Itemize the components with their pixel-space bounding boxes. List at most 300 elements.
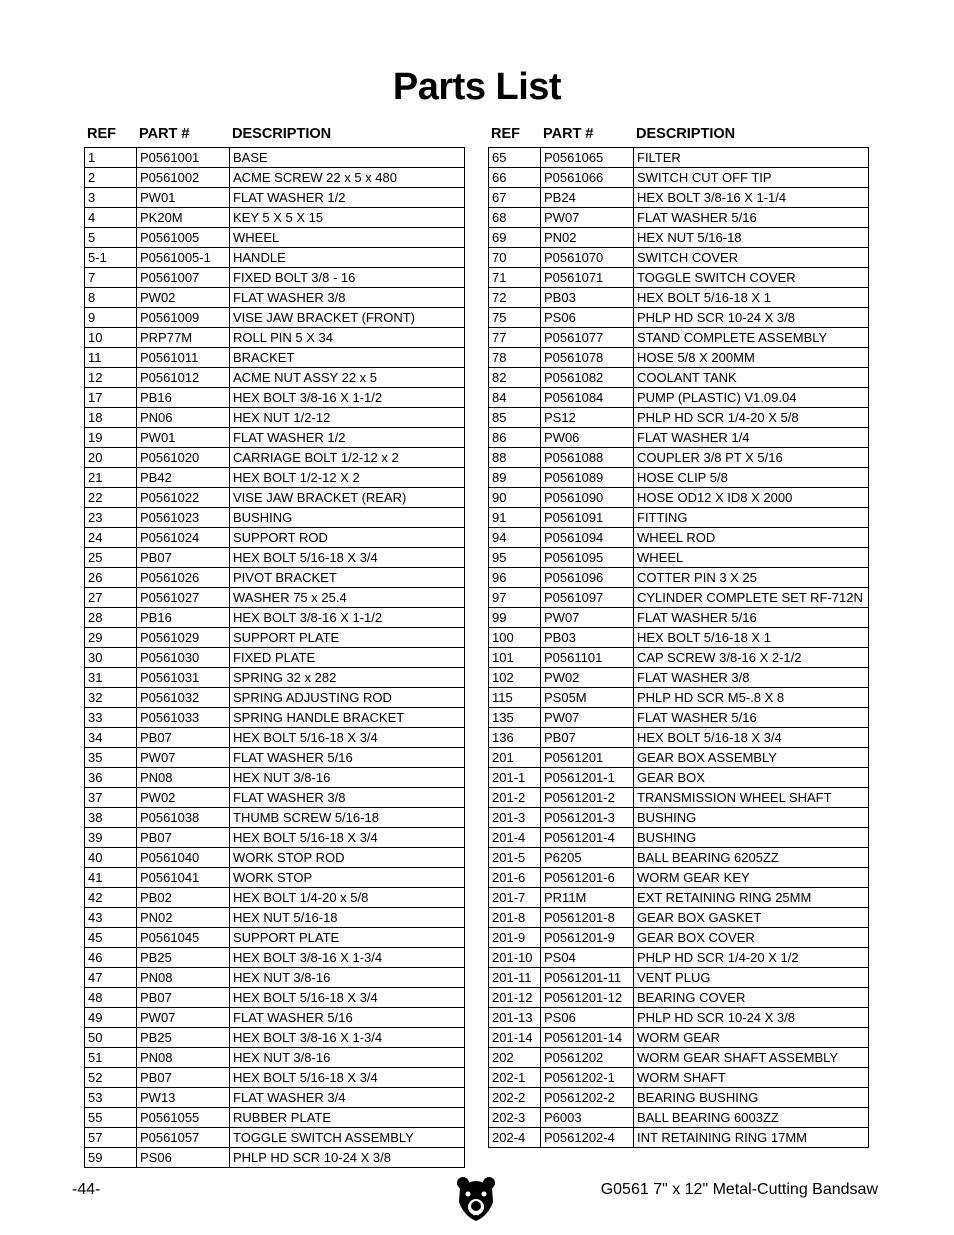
table-row xyxy=(85,468,465,488)
ref-cell: 201-6 xyxy=(489,868,541,888)
description-cell: CAP SCREW 3/8-16 X 2-1/2 xyxy=(634,648,869,668)
table-row xyxy=(489,448,869,468)
table-row xyxy=(85,568,465,588)
description-cell: WHEEL xyxy=(634,548,869,568)
description-cell: HEX BOLT 5/16-18 X 3/4 xyxy=(230,548,465,568)
ref-cell: 78 xyxy=(489,348,541,368)
description-cell: BASE xyxy=(230,148,465,168)
ref-cell: 201-2 xyxy=(489,788,541,808)
ref-cell: 201-8 xyxy=(489,908,541,928)
part-number-cell: P0561201-2 xyxy=(541,788,634,808)
ref-cell: 65 xyxy=(489,148,541,168)
part-number-cell: P0561202-1 xyxy=(541,1068,634,1088)
description-cell: GEAR BOX COVER xyxy=(634,928,869,948)
part-number-cell: PB02 xyxy=(137,888,230,908)
description-cell: WORM SHAFT xyxy=(634,1068,869,1088)
table-row xyxy=(85,808,465,828)
description-cell: FLAT WASHER 1/2 xyxy=(230,428,465,448)
description-cell: PHLP HD SCR 10-24 X 3/8 xyxy=(230,1148,465,1168)
part-number-header: PART # xyxy=(543,126,594,142)
description-cell: WORK STOP xyxy=(230,868,465,888)
ref-cell: 85 xyxy=(489,408,541,428)
description-cell: HEX BOLT 3/8-16 X 1-1/4 xyxy=(634,188,869,208)
description-cell: FLAT WASHER 3/4 xyxy=(230,1088,465,1108)
ref-cell: 39 xyxy=(85,828,137,848)
description-cell: GEAR BOX GASKET xyxy=(634,908,869,928)
part-number-cell: PB07 xyxy=(541,728,634,748)
part-number-cell: P6003 xyxy=(541,1108,634,1128)
description-cell: COUPLER 3/8 PT X 5/16 xyxy=(634,448,869,468)
ref-cell: 71 xyxy=(489,268,541,288)
ref-header: REF xyxy=(87,126,116,142)
model-title: G0561 7" x 12" Metal-Cutting Bandsaw xyxy=(600,1181,878,1198)
table-row xyxy=(85,908,465,928)
ref-cell: 30 xyxy=(85,648,137,668)
part-number-cell: PW01 xyxy=(137,188,230,208)
description-cell: FLAT WASHER 3/8 xyxy=(230,288,465,308)
table-row xyxy=(489,548,869,568)
description-cell: PUMP (PLASTIC) V1.09.04 xyxy=(634,388,869,408)
description-cell: FLAT WASHER 1/4 xyxy=(634,428,869,448)
part-number-cell: P0561026 xyxy=(137,568,230,588)
ref-cell: 202-1 xyxy=(489,1068,541,1088)
table-row xyxy=(489,648,869,668)
part-number-cell: PRP77M xyxy=(137,328,230,348)
table-row xyxy=(85,488,465,508)
parts-column-left xyxy=(84,124,465,1168)
part-number-cell: PW07 xyxy=(137,1008,230,1028)
ref-cell: 35 xyxy=(85,748,137,768)
ref-cell: 201-3 xyxy=(489,808,541,828)
ref-cell: 12 xyxy=(85,368,137,388)
description-cell: HEX NUT 5/16-18 xyxy=(634,228,869,248)
bear-head-icon xyxy=(456,1176,496,1222)
ref-cell: 22 xyxy=(85,488,137,508)
table-row xyxy=(85,728,465,748)
table-row xyxy=(85,448,465,468)
description-cell: WHEEL ROD xyxy=(634,528,869,548)
description-cell: ACME SCREW 22 x 5 x 480 xyxy=(230,168,465,188)
ref-cell: 23 xyxy=(85,508,137,528)
part-number-cell: P0561097 xyxy=(541,588,634,608)
description-cell: PHLP HD SCR 10-24 X 3/8 xyxy=(634,1008,869,1028)
ref-cell: 25 xyxy=(85,548,137,568)
ref-cell: 201-14 xyxy=(489,1028,541,1048)
description-cell: HOSE 5/8 X 200MM xyxy=(634,348,869,368)
description-cell: WORM GEAR xyxy=(634,1028,869,1048)
table-row xyxy=(489,1048,869,1068)
table-row xyxy=(85,588,465,608)
description-cell: BUSHING xyxy=(634,808,869,828)
description-cell: HEX BOLT 5/16-18 X 1 xyxy=(634,628,869,648)
part-number-cell: PB42 xyxy=(137,468,230,488)
ref-cell: 1 xyxy=(85,148,137,168)
description-cell: CARRIAGE BOLT 1/2-12 x 2 xyxy=(230,448,465,468)
table-row xyxy=(85,368,465,388)
part-number-cell: P0561070 xyxy=(541,248,634,268)
part-number-cell: P0561009 xyxy=(137,308,230,328)
description-cell: INT RETAINING RING 17MM xyxy=(634,1128,869,1148)
part-number-cell: P0561078 xyxy=(541,348,634,368)
table-row xyxy=(489,288,869,308)
ref-cell: 5-1 xyxy=(85,248,137,268)
description-cell: HEX NUT 3/8-16 xyxy=(230,968,465,988)
ref-cell: 91 xyxy=(489,508,541,528)
table-row xyxy=(85,1088,465,1108)
part-number-cell: P0561031 xyxy=(137,668,230,688)
ref-cell: 34 xyxy=(85,728,137,748)
part-number-cell: P0561020 xyxy=(137,448,230,468)
description-cell: WORK STOP ROD xyxy=(230,848,465,868)
description-cell: CYLINDER COMPLETE SET RF-712N xyxy=(634,588,869,608)
ref-cell: 37 xyxy=(85,788,137,808)
ref-cell: 75 xyxy=(489,308,541,328)
part-number-cell: PW07 xyxy=(541,708,634,728)
part-number-cell: P0561065 xyxy=(541,148,634,168)
description-cell: HEX BOLT 5/16-18 X 3/4 xyxy=(230,988,465,1008)
ref-cell: 68 xyxy=(489,208,541,228)
ref-cell: 50 xyxy=(85,1028,137,1048)
table-row xyxy=(489,828,869,848)
table-row xyxy=(489,968,869,988)
ref-cell: 36 xyxy=(85,768,137,788)
description-cell: PHLP HD SCR 1/4-20 X 5/8 xyxy=(634,408,869,428)
description-cell: PHLP HD SCR M5-.8 X 8 xyxy=(634,688,869,708)
part-number-cell: P0561027 xyxy=(137,588,230,608)
part-number-cell: P0561041 xyxy=(137,868,230,888)
description-cell: ACME NUT ASSY 22 x 5 xyxy=(230,368,465,388)
table-row xyxy=(85,688,465,708)
part-number-cell: P0561038 xyxy=(137,808,230,828)
table-row xyxy=(85,928,465,948)
part-number-cell: PW06 xyxy=(541,428,634,448)
part-number-cell: P0561005-1 xyxy=(137,248,230,268)
description-cell: HEX BOLT 1/2-12 X 2 xyxy=(230,468,465,488)
part-number-cell: PB25 xyxy=(137,1028,230,1048)
ref-cell: 201 xyxy=(489,748,541,768)
part-number-cell: P0561201-12 xyxy=(541,988,634,1008)
ref-cell: 135 xyxy=(489,708,541,728)
table-row xyxy=(85,248,465,268)
ref-cell: 5 xyxy=(85,228,137,248)
part-number-cell: P0561023 xyxy=(137,508,230,528)
ref-cell: 2 xyxy=(85,168,137,188)
description-cell: FLAT WASHER 5/16 xyxy=(230,748,465,768)
part-number-cell: PB16 xyxy=(137,608,230,628)
part-number-cell: P0561001 xyxy=(137,148,230,168)
table-row xyxy=(489,708,869,728)
description-cell: WORM GEAR SHAFT ASSEMBLY xyxy=(634,1048,869,1068)
table-row xyxy=(85,788,465,808)
description-cell: TOGGLE SWITCH COVER xyxy=(634,268,869,288)
ref-cell: 97 xyxy=(489,588,541,608)
table-row xyxy=(489,308,869,328)
ref-cell: 94 xyxy=(489,528,541,548)
table-row xyxy=(85,768,465,788)
part-number-cell: P0561082 xyxy=(541,368,634,388)
part-number-cell: PW13 xyxy=(137,1088,230,1108)
table-row xyxy=(85,408,465,428)
table-row xyxy=(85,508,465,528)
part-number-cell: PB07 xyxy=(137,988,230,1008)
table-row xyxy=(85,648,465,668)
description-cell: HEX BOLT 3/8-16 X 1-3/4 xyxy=(230,948,465,968)
ref-cell: 49 xyxy=(85,1008,137,1028)
ref-cell: 59 xyxy=(85,1148,137,1168)
description-cell: HEX BOLT 3/8-16 X 1-3/4 xyxy=(230,1028,465,1048)
part-number-cell: PN08 xyxy=(137,768,230,788)
part-number-cell: P0561012 xyxy=(137,368,230,388)
part-number-cell: P0561007 xyxy=(137,268,230,288)
description-cell: THUMB SCREW 5/16-18 xyxy=(230,808,465,828)
ref-cell: 82 xyxy=(489,368,541,388)
table-row xyxy=(85,548,465,568)
ref-cell: 26 xyxy=(85,568,137,588)
page-title: Parts List xyxy=(392,66,562,108)
ref-cell: 89 xyxy=(489,468,541,488)
description-cell: FITTING xyxy=(634,508,869,528)
description-header: DESCRIPTION xyxy=(232,126,332,142)
ref-cell: 95 xyxy=(489,548,541,568)
part-number-cell: P0561201-6 xyxy=(541,868,634,888)
part-number-cell: P0561202 xyxy=(541,1048,634,1068)
ref-cell: 69 xyxy=(489,228,541,248)
ref-cell: 102 xyxy=(489,668,541,688)
table-row xyxy=(489,248,869,268)
description-cell: HEX BOLT 5/16-18 X 3/4 xyxy=(230,728,465,748)
part-number-cell: P0561095 xyxy=(541,548,634,568)
description-cell: EXT RETAINING RING 25MM xyxy=(634,888,869,908)
ref-cell: 17 xyxy=(85,388,137,408)
description-cell: HEX BOLT 1/4-20 x 5/8 xyxy=(230,888,465,908)
part-number-cell: P0561091 xyxy=(541,508,634,528)
description-cell: PHLP HD SCR 1/4-20 X 1/2 xyxy=(634,948,869,968)
part-number-cell: P0561045 xyxy=(137,928,230,948)
description-cell: VENT PLUG xyxy=(634,968,869,988)
table-row xyxy=(85,388,465,408)
table-row xyxy=(489,568,869,588)
ref-cell: 7 xyxy=(85,268,137,288)
ref-cell: 38 xyxy=(85,808,137,828)
description-cell: SPRING HANDLE BRACKET xyxy=(230,708,465,728)
ref-cell: 100 xyxy=(489,628,541,648)
table-row xyxy=(85,1028,465,1048)
description-cell: SUPPORT PLATE xyxy=(230,928,465,948)
table-row xyxy=(489,508,869,528)
description-cell: PHLP HD SCR 10-24 X 3/8 xyxy=(634,308,869,328)
ref-cell: 84 xyxy=(489,388,541,408)
part-number-cell: PN08 xyxy=(137,968,230,988)
ref-cell: 201-1 xyxy=(489,768,541,788)
table-row xyxy=(85,228,465,248)
part-number-cell: PB24 xyxy=(541,188,634,208)
description-cell: HEX BOLT 5/16-18 X 3/4 xyxy=(230,1068,465,1088)
table-row xyxy=(489,608,869,628)
ref-cell: 55 xyxy=(85,1108,137,1128)
part-number-cell: PB25 xyxy=(137,948,230,968)
table-row xyxy=(489,688,869,708)
table-row xyxy=(489,1028,869,1048)
part-number-cell: P0561057 xyxy=(137,1128,230,1148)
part-number-cell: P0561201-11 xyxy=(541,968,634,988)
ref-cell: 29 xyxy=(85,628,137,648)
description-cell: HEX BOLT 5/16-18 X 3/4 xyxy=(634,728,869,748)
description-header: DESCRIPTION xyxy=(636,126,736,142)
table-row xyxy=(489,1068,869,1088)
description-cell: FILTER xyxy=(634,148,869,168)
table-row xyxy=(85,1008,465,1028)
table-row xyxy=(85,868,465,888)
table-row xyxy=(85,888,465,908)
part-number-cell: P0561094 xyxy=(541,528,634,548)
table-row xyxy=(85,528,465,548)
description-cell: BEARING COVER xyxy=(634,988,869,1008)
table-row xyxy=(85,948,465,968)
part-number-cell: P0561088 xyxy=(541,448,634,468)
description-cell: SWITCH COVER xyxy=(634,248,869,268)
table-row xyxy=(489,208,869,228)
description-cell: BALL BEARING 6003ZZ xyxy=(634,1108,869,1128)
description-cell: VISE JAW BRACKET (FRONT) xyxy=(230,308,465,328)
description-cell: PIVOT BRACKET xyxy=(230,568,465,588)
description-cell: SUPPORT PLATE xyxy=(230,628,465,648)
part-number-cell: PN02 xyxy=(137,908,230,928)
ref-cell: 201-10 xyxy=(489,948,541,968)
table-row xyxy=(85,1148,465,1168)
table-row xyxy=(489,1008,869,1028)
part-number-cell: P0561040 xyxy=(137,848,230,868)
table-row xyxy=(85,708,465,728)
ref-cell: 57 xyxy=(85,1128,137,1148)
ref-cell: 27 xyxy=(85,588,137,608)
table-row xyxy=(489,368,869,388)
ref-cell: 115 xyxy=(489,688,541,708)
table-row xyxy=(489,428,869,448)
description-cell: FIXED BOLT 3/8 - 16 xyxy=(230,268,465,288)
part-number-cell: P0561201-3 xyxy=(541,808,634,828)
table-row xyxy=(85,288,465,308)
column-headers xyxy=(84,124,465,147)
part-number-cell: PW07 xyxy=(541,208,634,228)
table-row xyxy=(489,488,869,508)
table-row xyxy=(489,588,869,608)
table-row xyxy=(85,848,465,868)
part-number-cell: P0561090 xyxy=(541,488,634,508)
description-cell: SPRING ADJUSTING ROD xyxy=(230,688,465,708)
table-row xyxy=(489,1128,869,1148)
part-number-cell: P0561201 xyxy=(541,748,634,768)
ref-cell: 48 xyxy=(85,988,137,1008)
part-number-cell: P0561030 xyxy=(137,648,230,668)
description-cell: HANDLE xyxy=(230,248,465,268)
part-number-header: PART # xyxy=(139,126,190,142)
table-row xyxy=(489,988,869,1008)
ref-cell: 46 xyxy=(85,948,137,968)
ref-cell: 53 xyxy=(85,1088,137,1108)
table-row xyxy=(489,528,869,548)
description-cell: HEX BOLT 5/16-18 X 3/4 xyxy=(230,828,465,848)
table-row xyxy=(85,968,465,988)
table-row xyxy=(489,388,869,408)
table-row xyxy=(489,628,869,648)
ref-cell: 43 xyxy=(85,908,137,928)
ref-cell: 72 xyxy=(489,288,541,308)
ref-cell: 52 xyxy=(85,1068,137,1088)
table-row xyxy=(489,848,869,868)
ref-cell: 86 xyxy=(489,428,541,448)
part-number-cell: PW07 xyxy=(541,608,634,628)
table-row xyxy=(85,308,465,328)
table-row xyxy=(489,868,869,888)
parts-column-right xyxy=(488,124,869,1148)
parts-table-left xyxy=(84,147,465,1168)
part-number-cell: PB07 xyxy=(137,1068,230,1088)
ref-cell: 18 xyxy=(85,408,137,428)
ref-cell: 202-4 xyxy=(489,1128,541,1148)
table-row xyxy=(489,808,869,828)
ref-cell: 201-7 xyxy=(489,888,541,908)
description-cell: WHEEL xyxy=(230,228,465,248)
ref-cell: 88 xyxy=(489,448,541,468)
description-cell: HEX NUT 3/8-16 xyxy=(230,1048,465,1068)
table-row xyxy=(85,1108,465,1128)
table-row xyxy=(85,628,465,648)
part-number-cell: P0561201-8 xyxy=(541,908,634,928)
table-row xyxy=(489,468,869,488)
table-row xyxy=(85,328,465,348)
description-cell: RUBBER PLATE xyxy=(230,1108,465,1128)
description-cell: FLAT WASHER 5/16 xyxy=(230,1008,465,1028)
ref-cell: 31 xyxy=(85,668,137,688)
description-cell: HEX BOLT 3/8-16 X 1-1/2 xyxy=(230,608,465,628)
table-row xyxy=(85,148,465,168)
column-headers xyxy=(488,124,869,147)
description-cell: GEAR BOX xyxy=(634,768,869,788)
description-cell: FLAT WASHER 5/16 xyxy=(634,708,869,728)
part-number-cell: PB03 xyxy=(541,628,634,648)
table-row xyxy=(489,408,869,428)
ref-cell: 45 xyxy=(85,928,137,948)
part-number-cell: P0561011 xyxy=(137,348,230,368)
description-cell: BUSHING xyxy=(634,828,869,848)
ref-cell: 41 xyxy=(85,868,137,888)
part-number-cell: PB07 xyxy=(137,828,230,848)
part-number-cell: PK20M xyxy=(137,208,230,228)
description-cell: FLAT WASHER 3/8 xyxy=(634,668,869,688)
table-row xyxy=(85,748,465,768)
table-row xyxy=(489,788,869,808)
part-number-cell: PB07 xyxy=(137,728,230,748)
table-row xyxy=(85,1048,465,1068)
table-row xyxy=(489,148,869,168)
ref-cell: 28 xyxy=(85,608,137,628)
part-number-cell: P0561022 xyxy=(137,488,230,508)
ref-cell: 21 xyxy=(85,468,137,488)
ref-cell: 77 xyxy=(489,328,541,348)
part-number-cell: P0561071 xyxy=(541,268,634,288)
part-number-cell: PB16 xyxy=(137,388,230,408)
part-number-cell: P0561202-2 xyxy=(541,1088,634,1108)
ref-cell: 70 xyxy=(489,248,541,268)
part-number-cell: PW07 xyxy=(137,748,230,768)
ref-cell: 99 xyxy=(489,608,541,628)
part-number-cell: P0561066 xyxy=(541,168,634,188)
table-row xyxy=(85,208,465,228)
description-cell: COOLANT TANK xyxy=(634,368,869,388)
description-cell: BALL BEARING 6205ZZ xyxy=(634,848,869,868)
ref-cell: 96 xyxy=(489,568,541,588)
part-number-cell: P0561101 xyxy=(541,648,634,668)
